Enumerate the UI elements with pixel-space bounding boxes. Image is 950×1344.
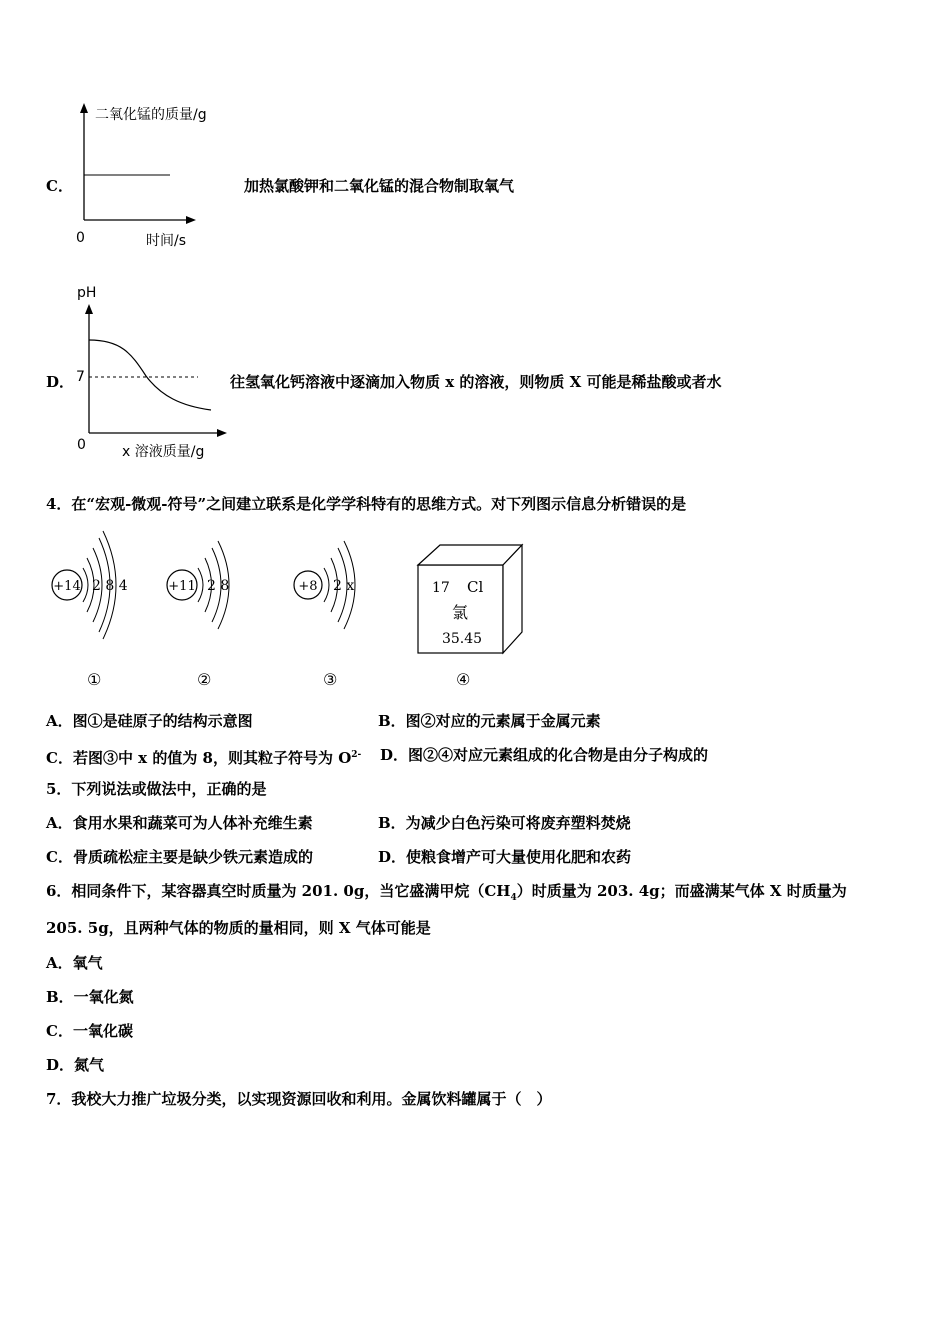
atomic-mass: 35.45 <box>441 631 483 647</box>
figure-label-4: ④ <box>456 670 471 689</box>
y-axis-label: pH <box>77 285 97 301</box>
choice-b[interactable]: B．图②对应的元素属于金属元素 <box>378 712 601 730</box>
choice-b[interactable]: B．为减少白色污染可将废弃塑料焚烧 <box>378 814 631 832</box>
element-symbol: Cl <box>467 578 484 596</box>
nucleus-charge: +14 <box>53 579 81 594</box>
atom-structure-3 <box>288 538 378 633</box>
question-stem-line2: 205. 5g，且两种气体的物质的量相同，则 X 气体可能是 <box>46 919 431 937</box>
element-cell-cube <box>410 540 530 660</box>
x-axis-arrow <box>186 216 196 224</box>
option-text: 加热氯酸钾和二氧化锰的混合物制取氧气 <box>244 177 515 195</box>
question-stem-line1: 6．相同条件下，某容器真空时质量为 201. 0g，当它盛满甲烷$(CH_4)$时质量为 203. 4g；而盛满某气体 X 时质量为 <box>46 882 847 903</box>
y-tick-7: 7 <box>76 369 85 385</box>
option-text: 往氢氧化钙溶液中逐滴加入物质 x 的溶液，则物质 X 可能是稀盐酸或者水 <box>230 373 722 391</box>
choice-c[interactable]: C．一氧化碳 <box>46 1022 133 1040</box>
choice-b[interactable]: B．一氧化氮 <box>46 988 134 1006</box>
atomic-number: 17 <box>432 580 450 596</box>
electron-shells: 2 8 <box>207 578 230 594</box>
question-stem: 7．我校大力推广垃圾分类，以实现资源回收和利用。金属饮料罐属于（ ） <box>46 1090 552 1108</box>
nucleus-charge: +8 <box>298 579 318 594</box>
ion-charge: 2- <box>351 750 362 760</box>
choice-d[interactable]: D．氮气 <box>46 1056 105 1074</box>
ph-curve-chart <box>76 298 236 443</box>
y-axis-arrow <box>80 103 88 113</box>
choice-a[interactable]: A．图①是硅原子的结构示意图 <box>46 712 253 730</box>
y-axis-arrow <box>85 304 93 314</box>
x-axis-arrow <box>217 429 227 437</box>
atom-structure-2 <box>160 538 250 633</box>
choice-d[interactable]: D．图②④对应元素组成的化合物是由分子构成的 <box>380 746 709 764</box>
choice-a[interactable]: A．氧气 <box>46 954 103 972</box>
figure-label-3: ③ <box>323 670 338 689</box>
choice-a[interactable]: A．食用水果和蔬菜可为人体补充维生素 <box>46 814 313 832</box>
question-stem: 4．在“宏观-微观-符号”之间建立联系是化学学科特有的思维方式。对下列图示信息分析错误的是 <box>46 495 687 513</box>
electron-shells: 2 8 4 <box>92 578 128 594</box>
option-letter: D． <box>46 373 75 391</box>
figure-label-1: ① <box>87 670 102 689</box>
question-stem: 5．下列说法或做法中，正确的是 <box>46 780 267 798</box>
ph-curve <box>89 340 211 410</box>
x-axis-label: 时间/s <box>146 233 187 249</box>
figure-label-2: ② <box>197 670 212 689</box>
choice-c-text: C．若图③中 x 的值为 8，则其粒子符号为 O <box>46 749 352 767</box>
nucleus-charge: +11 <box>168 579 196 594</box>
origin-label: 0 <box>76 230 85 246</box>
subscript: 4 <box>510 893 517 903</box>
origin-label: 0 <box>77 437 86 453</box>
element-name: 氯 <box>451 603 469 622</box>
electron-shells: 2 x <box>333 578 355 594</box>
option-letter: C． <box>46 177 73 195</box>
y-axis-label: 二氧化锰的质量/g <box>95 107 207 123</box>
atom-structure-1 <box>45 528 145 643</box>
choice-d[interactable]: D．使粮食增产可大量使用化肥和农药 <box>378 848 632 866</box>
choice-c[interactable] <box>46 745 361 768</box>
choice-c[interactable]: C．骨质疏松症主要是缺少铁元素造成的 <box>46 848 313 866</box>
x-axis-label: x 溶液质量/g <box>122 444 205 460</box>
